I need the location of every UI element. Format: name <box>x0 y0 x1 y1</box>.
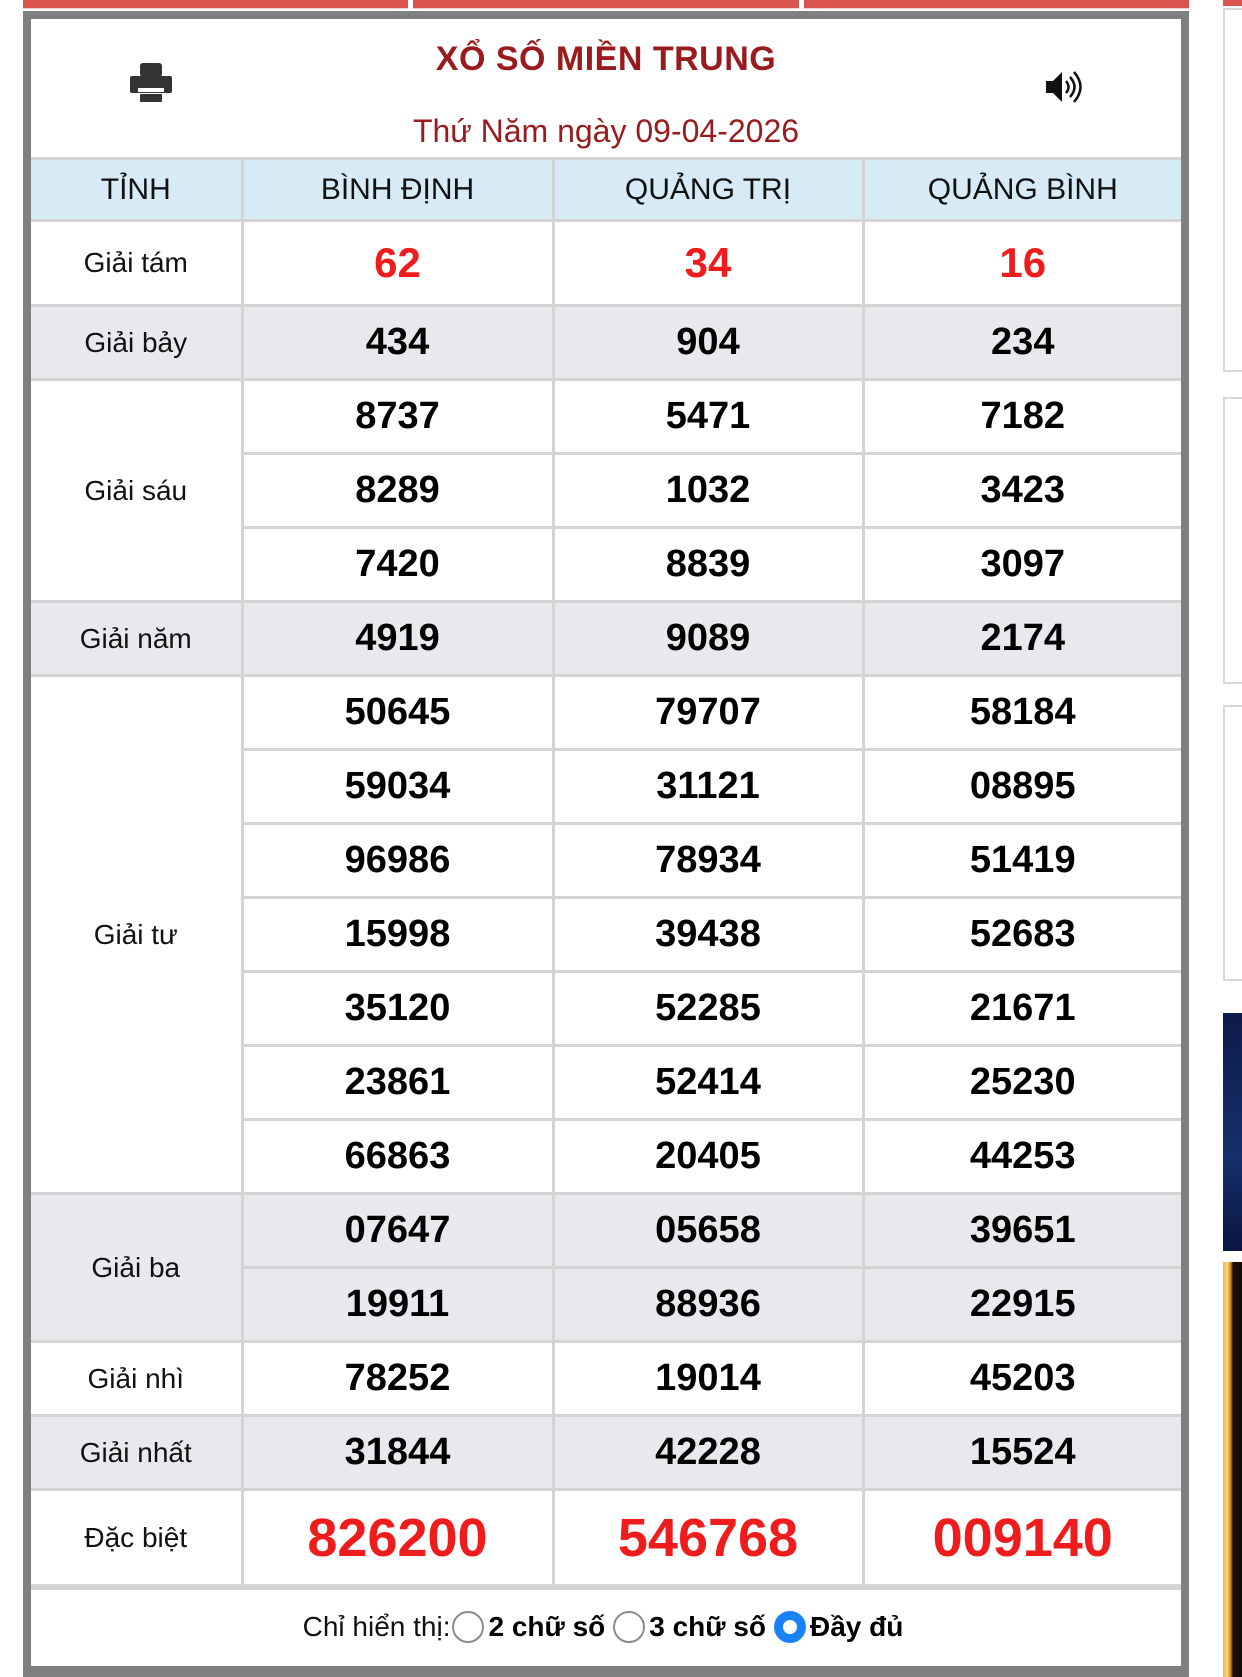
prize-number: 4919 <box>242 602 553 676</box>
sidebar-banner-image[interactable] <box>1223 1013 1242 1251</box>
display-mode-label: Chỉ hiển thị: <box>302 1610 451 1642</box>
prize-number: 25230 <box>863 1046 1181 1120</box>
page-title: XỔ SỐ MIỀN TRUNG <box>435 40 777 78</box>
draw-date: Thứ Năm ngày 09-04-2026 <box>412 113 800 149</box>
option-full-label[interactable]: Đầy đủ <box>810 1610 904 1642</box>
prize-number: 79707 <box>553 676 863 750</box>
prize-number: 42228 <box>553 1416 863 1490</box>
prize-number: 52683 <box>863 898 1181 972</box>
prize-label: Giải năm <box>31 602 242 676</box>
prize-number: 19911 <box>242 1268 553 1342</box>
prize-number: 05658 <box>553 1194 863 1268</box>
table-row-giai-sau <box>31 380 1181 454</box>
table-row-giai-ba <box>31 1194 1181 1268</box>
prize-number: 78252 <box>242 1342 553 1416</box>
sidebar-box-3 <box>1223 705 1242 981</box>
table-row-giai-nhi <box>31 1342 1181 1416</box>
prize-number: 234 <box>863 306 1181 380</box>
prize-number: 39438 <box>553 898 863 972</box>
prize-number: 8737 <box>242 380 553 454</box>
prize-number: 2174 <box>863 602 1181 676</box>
prize-label: Giải nhất <box>31 1416 242 1490</box>
column-header-province: TỈNH <box>31 159 242 221</box>
prize-number: 58184 <box>863 676 1181 750</box>
prize-number: 3423 <box>863 454 1181 528</box>
sidebar-top-tab <box>1223 0 1242 6</box>
radio-2-digits[interactable] <box>452 1611 484 1643</box>
top-tab-1[interactable] <box>23 0 408 9</box>
column-header-quang-tri[interactable]: QUẢNG TRỊ <box>553 159 863 221</box>
prize-number: 07647 <box>242 1194 553 1268</box>
prize-number: 3097 <box>863 528 1181 602</box>
prize-number: 20405 <box>553 1120 863 1194</box>
prize-number: 7182 <box>863 380 1181 454</box>
prize-label: Giải nhì <box>31 1342 242 1416</box>
special-prize-number: 009140 <box>863 1490 1181 1586</box>
table-row-giai-tam <box>31 221 1181 306</box>
prize-number: 34 <box>553 221 863 306</box>
top-tab-2[interactable] <box>413 0 798 9</box>
prize-label: Giải ba <box>31 1194 242 1342</box>
top-tab-3[interactable] <box>804 0 1189 9</box>
prize-number: 78934 <box>553 824 863 898</box>
prize-number: 50645 <box>242 676 553 750</box>
prize-number: 96986 <box>242 824 553 898</box>
sidebar-box-2 <box>1223 397 1242 684</box>
prize-number: 52285 <box>553 972 863 1046</box>
special-prize-number: 826200 <box>242 1490 553 1586</box>
prize-number: 904 <box>553 306 863 380</box>
speaker-icon[interactable] <box>1044 69 1084 105</box>
prize-label: Giải tám <box>31 221 242 306</box>
table-row-dac-biet <box>31 1490 1181 1586</box>
prize-number: 44253 <box>863 1120 1181 1194</box>
prize-label: Giải tư <box>31 676 242 1194</box>
prize-number: 8839 <box>553 528 863 602</box>
display-mode-filter <box>31 1587 1181 1663</box>
table-header-row <box>31 159 1181 221</box>
prize-label: Đặc biệt <box>31 1490 242 1586</box>
prize-number: 16 <box>863 221 1181 306</box>
prize-number: 7420 <box>242 528 553 602</box>
option-3-digits-label[interactable]: 3 chữ số <box>649 1610 767 1642</box>
prize-number: 52414 <box>553 1046 863 1120</box>
prize-number: 45203 <box>863 1342 1181 1416</box>
prize-number: 88936 <box>553 1268 863 1342</box>
sidebar-box-1 <box>1223 8 1242 372</box>
results-table <box>31 157 1181 1587</box>
prize-number: 66863 <box>242 1120 553 1194</box>
column-header-quang-binh[interactable]: QUẢNG BÌNH <box>863 159 1181 221</box>
results-header <box>31 19 1181 157</box>
prize-number: 08895 <box>863 750 1181 824</box>
prize-number: 15524 <box>863 1416 1181 1490</box>
table-row-giai-nhat <box>31 1416 1181 1490</box>
table-row-giai-nam <box>31 602 1181 676</box>
prize-number: 434 <box>242 306 553 380</box>
prize-label: Giải bảy <box>31 306 242 380</box>
sidebar-banner-image-2[interactable] <box>1223 1262 1242 1677</box>
prize-number: 19014 <box>553 1342 863 1416</box>
prize-number: 59034 <box>242 750 553 824</box>
special-prize-number: 546768 <box>553 1490 863 1586</box>
prize-number: 21671 <box>863 972 1181 1046</box>
table-row-giai-bay <box>31 306 1181 380</box>
prize-number: 9089 <box>553 602 863 676</box>
prize-number: 31844 <box>242 1416 553 1490</box>
option-2-digits-label[interactable]: 2 chữ số <box>488 1610 606 1642</box>
prize-number: 51419 <box>863 824 1181 898</box>
column-header-binh-dinh[interactable]: BÌNH ĐỊNH <box>242 159 553 221</box>
prize-number: 8289 <box>242 454 553 528</box>
table-row-giai-tu <box>31 676 1181 750</box>
prize-number: 39651 <box>863 1194 1181 1268</box>
prize-number: 31121 <box>553 750 863 824</box>
prize-number: 22915 <box>863 1268 1181 1342</box>
results-frame <box>23 11 1189 1677</box>
prize-number: 5471 <box>553 380 863 454</box>
prize-number: 1032 <box>553 454 863 528</box>
prize-label: Giải sáu <box>31 380 242 602</box>
prize-number: 62 <box>242 221 553 306</box>
radio-full[interactable] <box>774 1611 806 1643</box>
prize-number: 35120 <box>242 972 553 1046</box>
top-nav-tabs <box>23 0 1189 9</box>
prize-number: 23861 <box>242 1046 553 1120</box>
radio-3-digits[interactable] <box>613 1611 645 1643</box>
prize-number: 15998 <box>242 898 553 972</box>
